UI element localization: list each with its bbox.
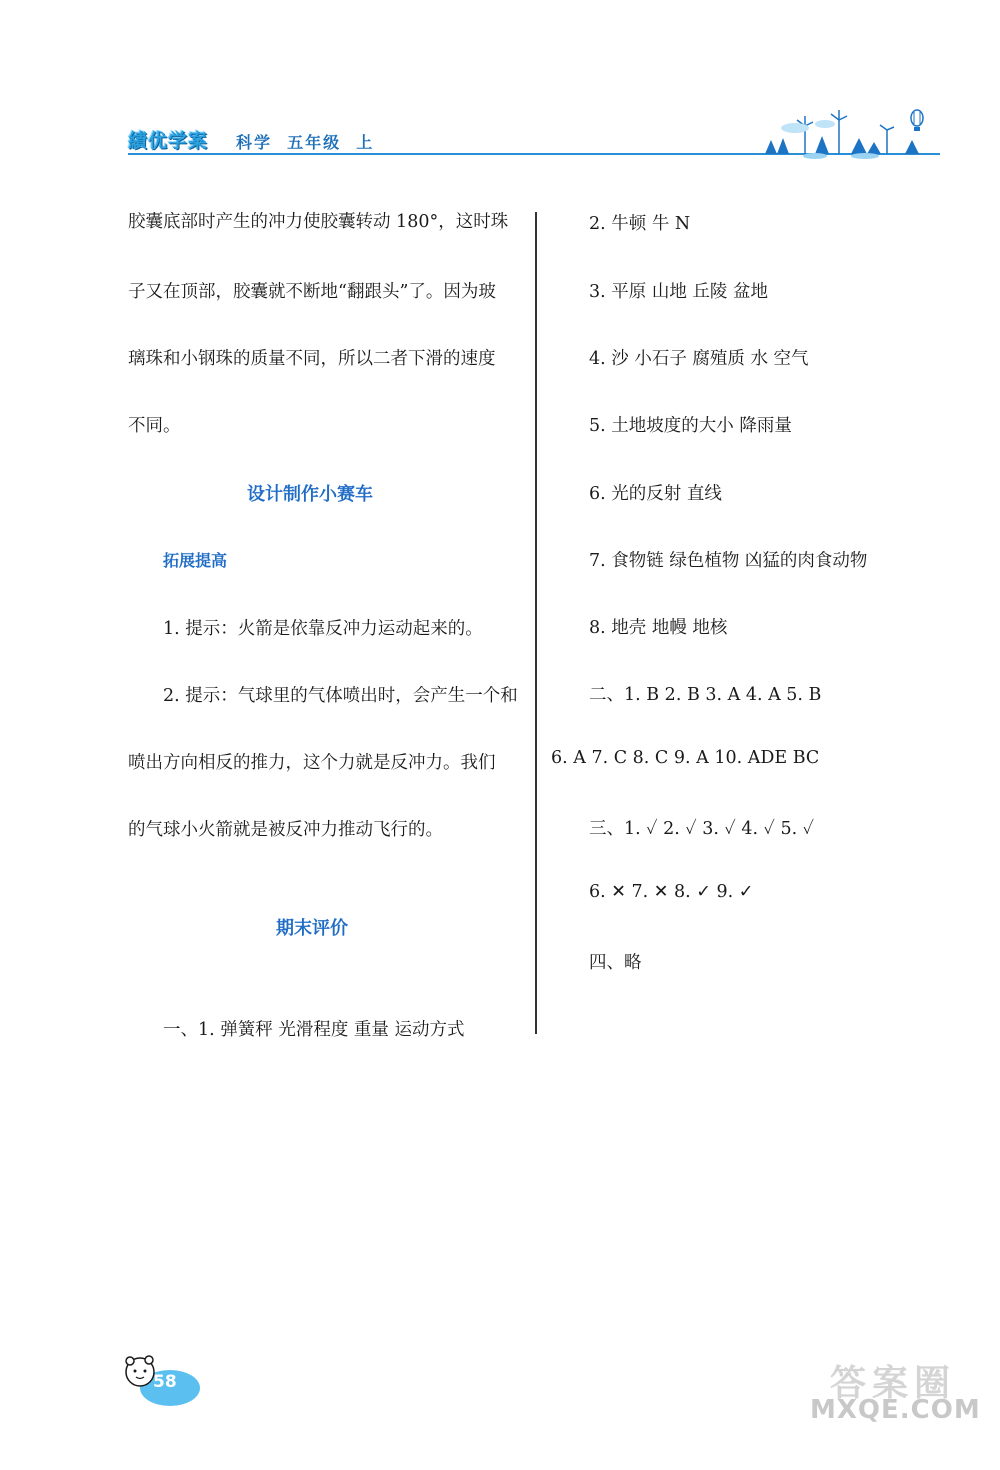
answer-line: 喷出方向相反的推力，这个力就是反冲力。我们 bbox=[128, 753, 496, 773]
watermark-logo: 答案圈 bbox=[830, 1363, 957, 1404]
answer-line: 5. 土地坡度的大小 降雨量 bbox=[589, 416, 792, 436]
final-eval-title: 期末评价 bbox=[276, 918, 348, 939]
watermark-text: MXQE.COM bbox=[810, 1395, 981, 1425]
page-number: 58 bbox=[153, 1372, 177, 1392]
section-title: 设计制作小赛车 bbox=[247, 484, 373, 505]
answer-line: 四、略 bbox=[589, 953, 642, 973]
subsection-title: 拓展提高 bbox=[163, 551, 228, 570]
answer-line: 二、1. B 2. B 3. A 4. A 5. B bbox=[589, 685, 822, 705]
column-divider bbox=[535, 212, 537, 1034]
paragraph-line: 胶囊底部时产生的冲力使胶囊转动 180°，这时珠 bbox=[128, 212, 509, 232]
answer-line: 2. 牛顿 牛 N bbox=[589, 214, 691, 234]
answer-line: 7. 食物链 绿色植物 凶猛的肉食动物 bbox=[589, 551, 868, 571]
paragraph-line: 不同。 bbox=[128, 416, 181, 436]
answer-line: 4. 沙 小石子 腐殖质 水 空气 bbox=[589, 349, 809, 369]
answer-line: 6. A 7. C 8. C 9. A 10. ADE BC bbox=[551, 748, 820, 768]
paragraph-line: 璃珠和小钢珠的质量不同，所以二者下滑的速度 bbox=[128, 349, 496, 369]
answer-line: 3. 平原 山地 丘陵 盆地 bbox=[589, 282, 768, 302]
answer-line: 2. 提示：气球里的气体喷出时，会产生一个和 bbox=[163, 686, 518, 706]
header-landscape-illustration bbox=[755, 108, 940, 160]
brand-logo: 績优学案 bbox=[128, 130, 209, 152]
answer-line: 的气球小火箭就是被反冲力推动飞行的。 bbox=[128, 820, 443, 840]
answer-line: 6. 光的反射 直线 bbox=[589, 484, 722, 504]
answer-line: 一、1. 弹簧秤 光滑程度 重量 运动方式 bbox=[163, 1020, 465, 1040]
answer-line: 8. 地壳 地幔 地核 bbox=[589, 618, 728, 638]
answer-line: 三、1. ✓ 2. ✓ 3. ✓ 4. ✓ 5. ✓ bbox=[589, 819, 814, 839]
answer-line: 1. 提示：火箭是依靠反冲力运动起来的。 bbox=[163, 619, 483, 639]
answer-line: 6. ✕ 7. ✕ 8. ✓ 9. ✓ bbox=[589, 882, 754, 902]
subject-title: 科学 五年级 上 bbox=[236, 133, 375, 152]
paragraph-line: 子又在顶部，胶囊就不断地“翻跟头”了。因为玻 bbox=[128, 282, 496, 302]
